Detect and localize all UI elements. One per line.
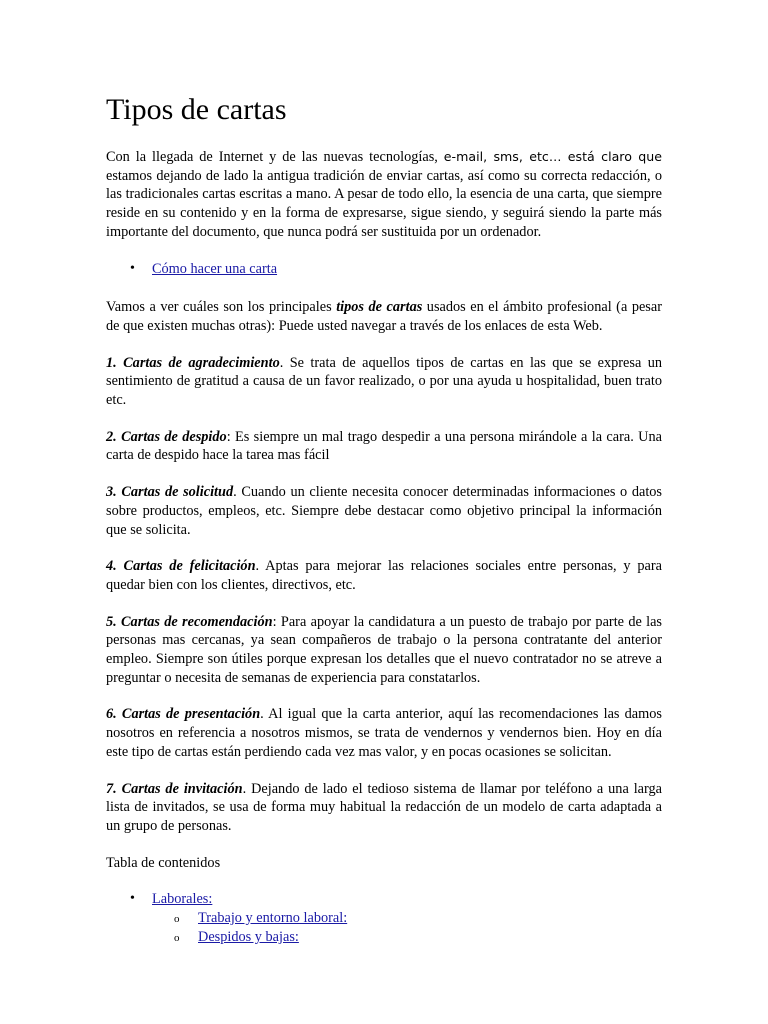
- type-text: : Es siempre un mal trago despedir a una persona mirándole a la cara. Una carta de despido hace la tarea mas fácil: [106, 428, 662, 464]
- lead-text-2: usados en el ámbito profesional (a pesar de que existen muchas otras): Puede usted navegar a través de los enlaces de esta Web.: [106, 299, 662, 334]
- intro-text-1: Con la llegada de Internet y de las nuevas tecnologías,: [106, 149, 444, 165]
- intro-text-tech: e-mail, sms, etc… está claro que: [443, 149, 663, 164]
- type-text: . Dejando de lado el tedioso sistema de llamar por teléfono a una larga lista de invitados, se usa de forma muy habitual la redacción de un modelo de carta adaptada a un grupo de personas.: [106, 780, 663, 834]
- type-heading: 4. Cartas de felicitación: [106, 558, 256, 575]
- lead-text-1: Vamos a ver cuáles son los principales: [106, 299, 337, 316]
- type-invitacion: [106, 780, 662, 836]
- type-felicitacion: [106, 557, 662, 594]
- toc-link-trabajo[interactable]: Trabajo y entorno laboral:: [198, 910, 348, 927]
- type-heading: 3. Cartas de solicitud: [106, 484, 234, 501]
- toc-sublist: [152, 909, 662, 946]
- type-heading: 1. Cartas de agradecimiento: [106, 354, 280, 371]
- intro-text-2: estamos dejando de lado la antigua tradición de enviar cartas, así como su correcta redacción, o las tradicionales cartas escritas a mano. A pesar de todo ello, la esencia de una carta, que siempre reside en su contenido y en la forma de expresarse, sigue siendo, y seguirá siendo la parte más importante del documento, que nunca podrá ser sustituida por un ordenador.: [106, 167, 662, 240]
- type-heading: 2. Cartas de despido: [106, 428, 227, 445]
- type-text: : Para apoyar la candidatura a un puesto de trabajo por parte de las personas mas cercanas, ya sean compañeros de trabajo o la persona contratante del anterior empleo. Siempre son útiles porque expresan los detalles que el nuevo contratador no se atreve a preguntar o necesita de semanas de experiencia para constatarlos.: [106, 613, 662, 686]
- toc-subitem: [152, 909, 662, 928]
- type-heading: 6. Cartas de presentación: [106, 706, 261, 723]
- type-heading: 5. Cartas de recomendación: [106, 613, 273, 630]
- howto-link[interactable]: Cómo hacer una carta: [152, 260, 278, 277]
- toc-link-despidos[interactable]: Despidos y bajas:: [198, 928, 299, 945]
- howto-list: [106, 260, 662, 279]
- toc-link-laborales[interactable]: Laborales:: [152, 891, 213, 908]
- toc-section: [106, 890, 662, 946]
- type-recomendacion: [106, 613, 662, 688]
- type-text: . Al igual que la carta anterior, aquí las recomendaciones las damos nosotros en referencia a nosotros mismos, se trata de vendernos y vendernos bien. Hoy en día este tipo de cartas están perdiendo cada vez mas valor, y en pocas ocasiones se solicitan.: [106, 706, 662, 760]
- intro-paragraph: [106, 148, 662, 242]
- type-solicitud: [106, 483, 662, 539]
- page-title: Tipos de cartas: [106, 93, 287, 126]
- type-text: . Se trata de aquellos tipos de cartas en las que se expresa un sentimiento de gratitud a causa de un favor realizado, o por una ayuda u hospitalidad, buen trato etc.: [106, 354, 662, 409]
- type-agradecimiento: [106, 354, 662, 410]
- toc-list: [106, 890, 662, 946]
- document-page: [106, 92, 662, 967]
- type-despido: [106, 428, 662, 465]
- list-item: [106, 260, 662, 279]
- toc-label: Tabla de contenidos: [106, 854, 221, 871]
- type-heading: 7. Cartas de invitación: [106, 780, 243, 797]
- type-text: . Aptas para mejorar las relaciones sociales entre personas, y para quedar bien con los clientes, directivos, etc.: [106, 558, 663, 593]
- type-presentacion: [106, 705, 662, 761]
- lead-paragraph: [106, 298, 662, 335]
- type-text: . Cuando un cliente necesita conocer determinadas informaciones o datos sobre productos, empleos, etc. Siempre debe destacar como objetivo principal la información que se solicita.: [106, 484, 662, 538]
- lead-emphasis: tipos de cartas: [336, 299, 423, 316]
- toc-subitem: [152, 928, 662, 947]
